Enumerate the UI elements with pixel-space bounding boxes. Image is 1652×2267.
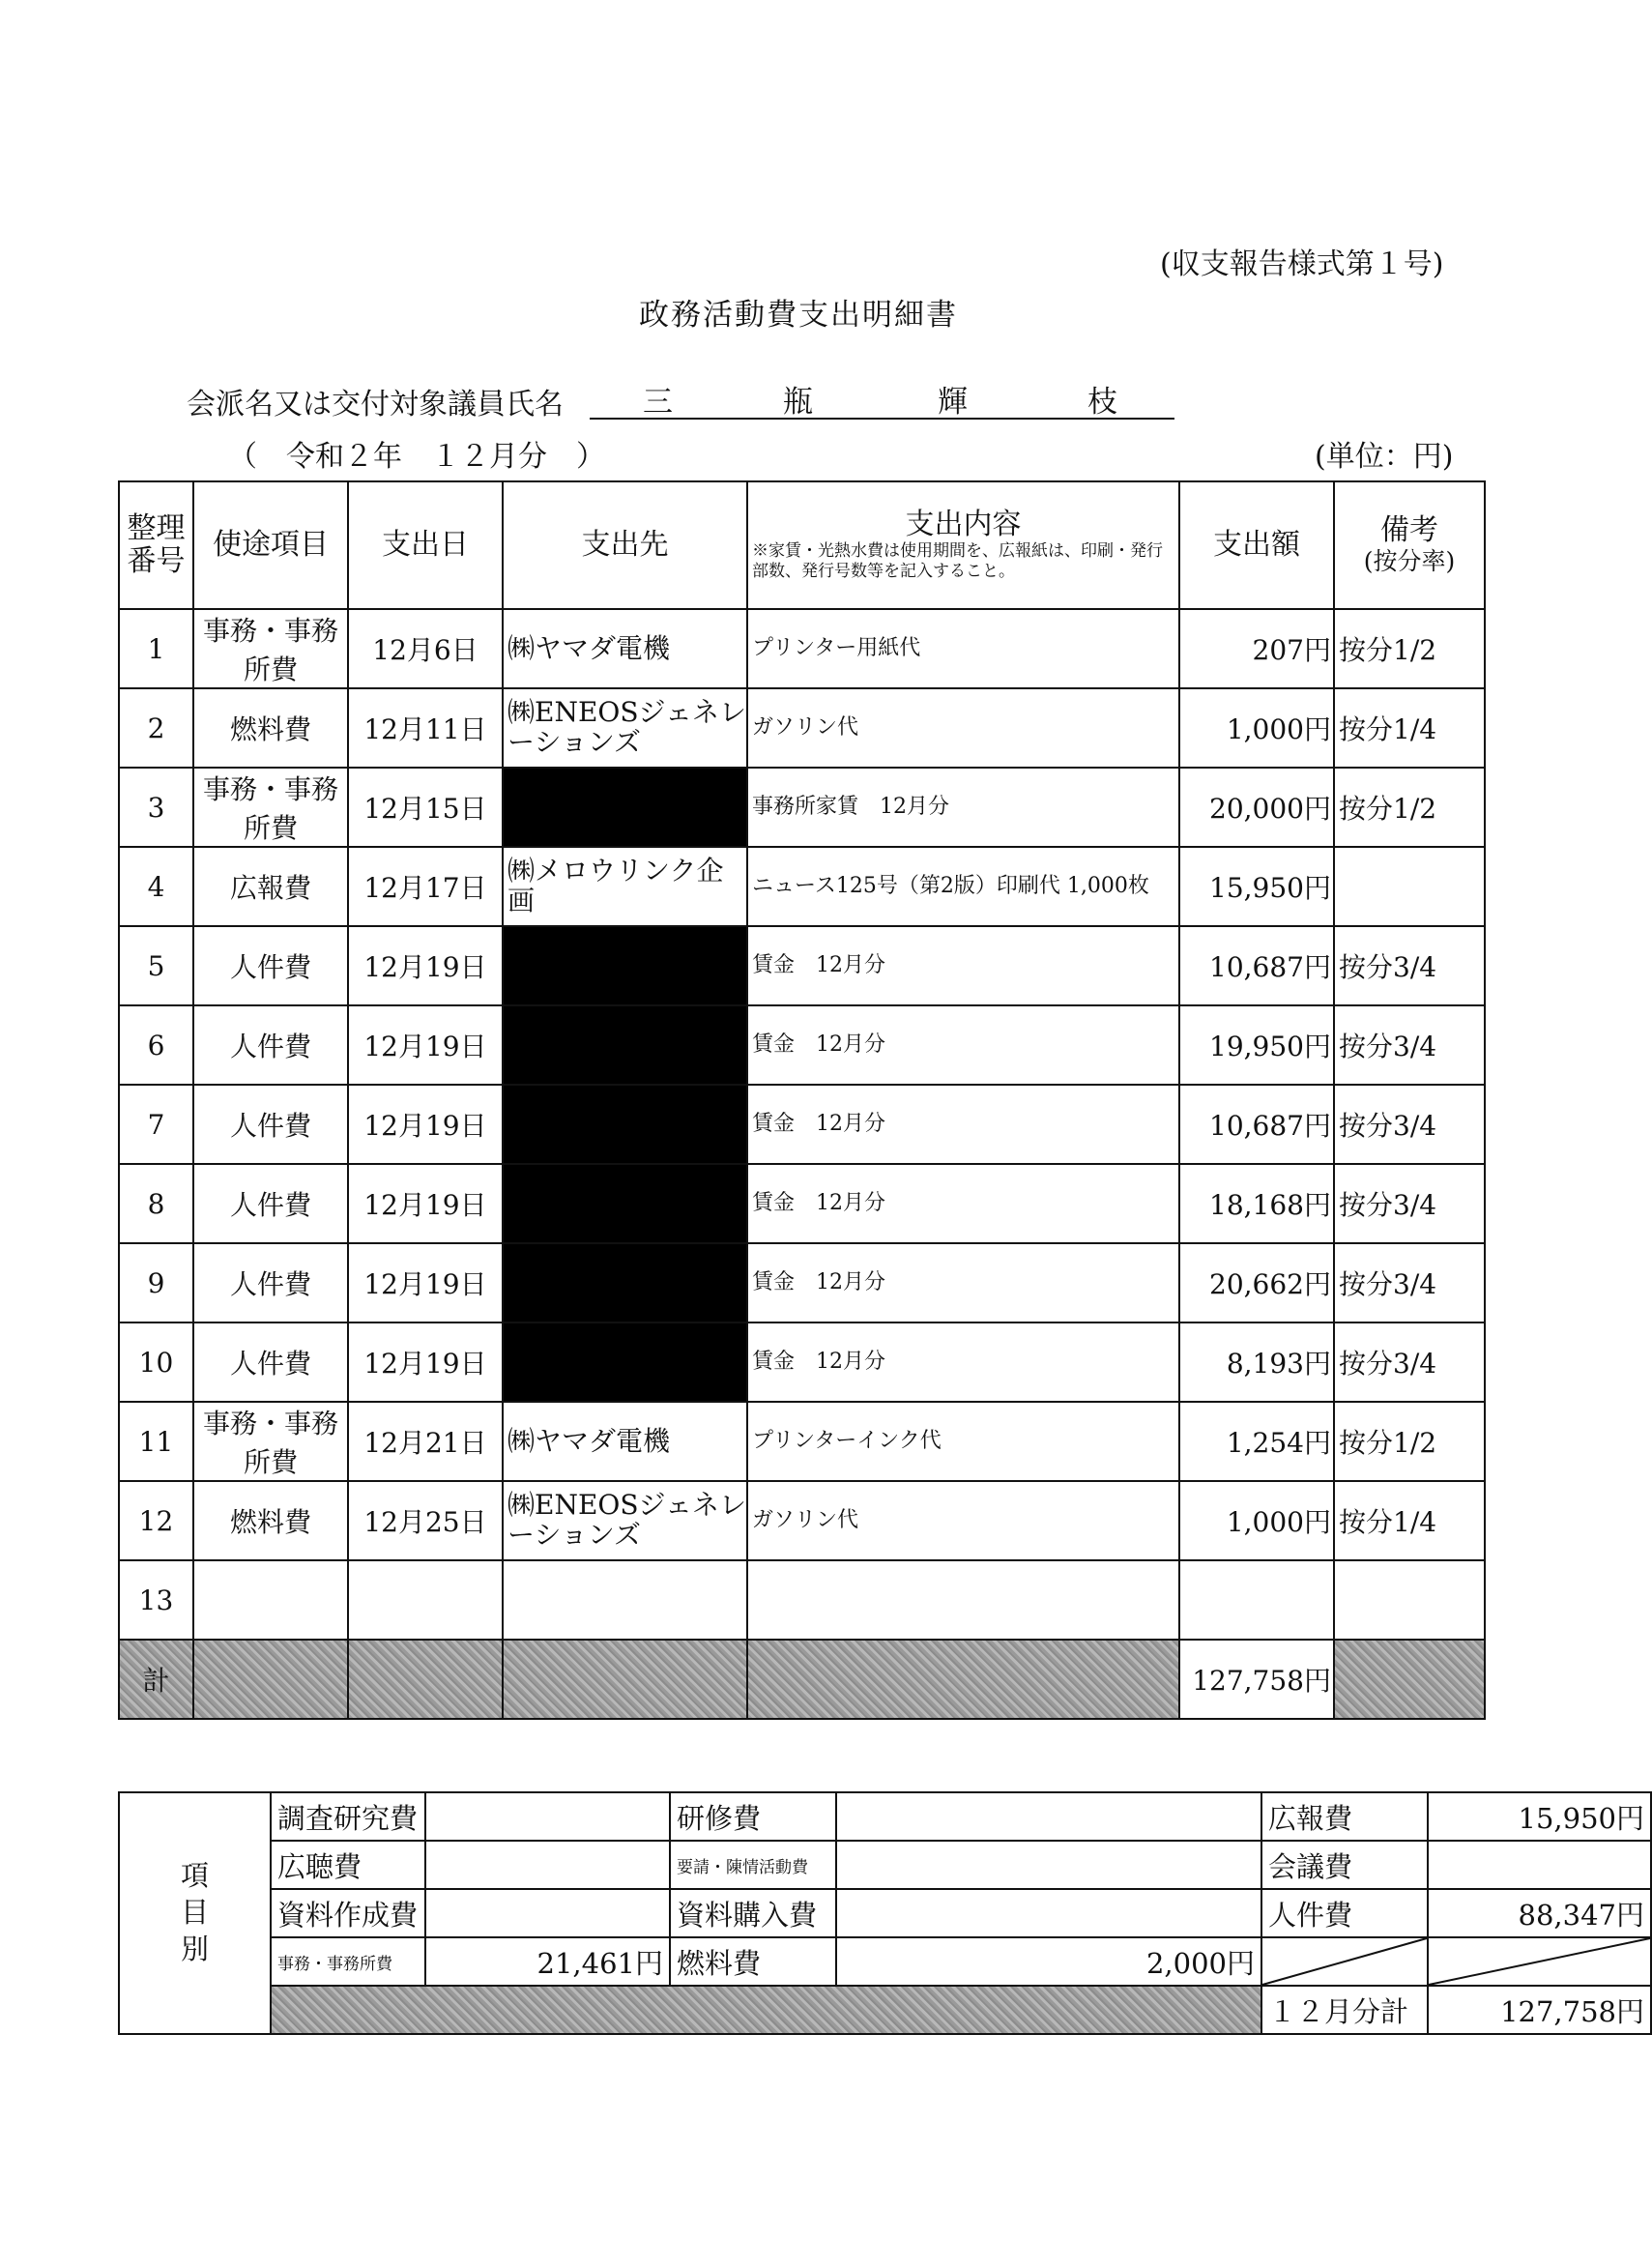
row-content: 賃金 12月分 <box>747 926 1179 1005</box>
member-name-char: 枝 <box>1087 385 1117 420</box>
summary-value <box>425 1792 670 1841</box>
shaded-cell <box>193 1640 348 1719</box>
row-amount: 10,687円 <box>1179 926 1334 1005</box>
summary-label: 広聴費 <box>271 1841 425 1889</box>
row-category: 事務・事務所費 <box>193 1402 348 1481</box>
row-remarks: 按分1/4 <box>1334 688 1485 768</box>
table-row <box>119 1085 1485 1164</box>
row-payee <box>503 1322 747 1402</box>
row-content: 賃金 12月分 <box>747 1005 1179 1085</box>
summary-label: 人件費 <box>1261 1889 1428 1937</box>
summary-value-public-relations: 15,950円 <box>1428 1792 1651 1841</box>
table-row <box>119 768 1485 847</box>
row-no: 2 <box>119 688 193 768</box>
row-amount: 15,950円 <box>1179 847 1334 926</box>
row-category: 人件費 <box>193 1085 348 1164</box>
row-no: 13 <box>119 1560 193 1640</box>
total-label: 計 <box>119 1640 193 1719</box>
table-row <box>119 609 1485 688</box>
summary-value <box>1428 1841 1651 1889</box>
summary-value <box>836 1841 1261 1889</box>
member-name-char: 輝 <box>938 385 968 420</box>
row-remarks: 按分3/4 <box>1334 1322 1485 1402</box>
row-no: 4 <box>119 847 193 926</box>
row-date: 12月11日 <box>348 688 503 768</box>
row-category: 人件費 <box>193 926 348 1005</box>
shaded-cell <box>271 1986 1261 2034</box>
row-remarks: 按分1/2 <box>1334 1402 1485 1481</box>
row-remarks <box>1334 847 1485 926</box>
table-row <box>119 1481 1485 1560</box>
row-no: 9 <box>119 1243 193 1322</box>
header-category: 使途項目 <box>193 481 348 609</box>
row-payee: ㈱メロウリンク企画 <box>503 847 747 926</box>
row-payee <box>503 1560 747 1640</box>
row-no: 5 <box>119 926 193 1005</box>
row-category: 燃料費 <box>193 1481 348 1560</box>
summary-value <box>425 1841 670 1889</box>
row-date: 12月19日 <box>348 1164 503 1243</box>
row-no: 11 <box>119 1402 193 1481</box>
row-date: 12月19日 <box>348 1243 503 1322</box>
row-payee <box>503 1085 747 1164</box>
row-content: 賃金 12月分 <box>747 1243 1179 1322</box>
row-amount: 8,193円 <box>1179 1322 1334 1402</box>
unit-label: (単位：円) <box>1315 440 1454 474</box>
row-date <box>348 1560 503 1640</box>
summary-label: 調査研究費 <box>271 1792 425 1841</box>
summary-value <box>836 1889 1261 1937</box>
row-no: 1 <box>119 609 193 688</box>
summary-value <box>425 1889 670 1937</box>
row-date: 12月21日 <box>348 1402 503 1481</box>
row-date: 12月19日 <box>348 1322 503 1402</box>
row-payee <box>503 768 747 847</box>
table-row <box>119 1402 1485 1481</box>
diagonal-cell <box>1428 1937 1651 1986</box>
row-remarks <box>1334 1560 1485 1640</box>
row-remarks: 按分3/4 <box>1334 1243 1485 1322</box>
table-row <box>119 926 1485 1005</box>
header-content <box>747 481 1179 609</box>
summary-label: 資料購入費 <box>670 1889 836 1937</box>
row-category: 人件費 <box>193 1243 348 1322</box>
row-amount: 20,000円 <box>1179 768 1334 847</box>
row-no: 6 <box>119 1005 193 1085</box>
row-remarks: 按分1/2 <box>1334 768 1485 847</box>
row-payee: ㈱ヤマダ電機 <box>503 609 747 688</box>
header-date: 支出日 <box>348 481 503 609</box>
row-remarks: 按分3/4 <box>1334 1164 1485 1243</box>
member-name-char: 瓶 <box>783 385 813 420</box>
member-name <box>590 377 1174 420</box>
row-payee: ㈱ENEOSジェネレーションズ <box>503 1481 747 1560</box>
row-remarks: 按分3/4 <box>1334 1005 1485 1085</box>
row-payee <box>503 1164 747 1243</box>
row-no: 10 <box>119 1322 193 1402</box>
table-row <box>119 1322 1485 1402</box>
diagonal-line <box>1262 1938 1427 1985</box>
row-content: プリンターインク代 <box>747 1402 1179 1481</box>
shaded-cell <box>503 1640 747 1719</box>
row-no: 12 <box>119 1481 193 1560</box>
summary-value <box>836 1792 1261 1841</box>
summary-side-label: 項 目 別 <box>119 1792 271 2034</box>
row-category: 人件費 <box>193 1005 348 1085</box>
shaded-cell <box>747 1640 1179 1719</box>
row-payee <box>503 1005 747 1085</box>
row-date: 12月19日 <box>348 1005 503 1085</box>
expense-table <box>118 480 1486 1720</box>
row-content: ガソリン代 <box>747 688 1179 768</box>
total-row <box>119 1640 1485 1719</box>
month-total-value: 127,758円 <box>1428 1986 1651 2034</box>
table-row <box>119 1243 1485 1322</box>
table-row <box>119 1005 1485 1085</box>
row-category: 広報費 <box>193 847 348 926</box>
table-row <box>119 847 1485 926</box>
member-label: 会派名又は交付対象議員氏名 <box>187 388 564 421</box>
row-content: プリンター用紙代 <box>747 609 1179 688</box>
summary-label: 研修費 <box>670 1792 836 1841</box>
header-no: 整理 番号 <box>119 481 193 609</box>
row-no: 7 <box>119 1085 193 1164</box>
table-row <box>119 688 1485 768</box>
row-payee: ㈱ENEOSジェネレーションズ <box>503 688 747 768</box>
row-remarks: 按分3/4 <box>1334 926 1485 1005</box>
row-content: 賃金 12月分 <box>747 1085 1179 1164</box>
table-row <box>119 1164 1485 1243</box>
row-payee <box>503 1243 747 1322</box>
total-amount: 127,758円 <box>1179 1640 1334 1719</box>
summary-label: 事務・事務所費 <box>271 1937 425 1986</box>
header-content-note: ※家賃・光熱水費は使用期間を、広報紙は、印刷・発行部数、発行号数等を記入すること。 <box>752 541 1163 582</box>
row-content <box>747 1560 1179 1640</box>
summary-label: 資料作成費 <box>271 1889 425 1937</box>
row-category: 事務・事務所費 <box>193 609 348 688</box>
row-content: 事務所家賃 12月分 <box>747 768 1179 847</box>
row-date: 12月19日 <box>348 926 503 1005</box>
table-row <box>119 1560 1485 1640</box>
row-category: 人件費 <box>193 1164 348 1243</box>
summary-value-personnel: 88,347円 <box>1428 1889 1651 1937</box>
row-amount <box>1179 1560 1334 1640</box>
row-category <box>193 1560 348 1640</box>
row-payee <box>503 926 747 1005</box>
month-total-label: １２月分計 <box>1261 1986 1428 2034</box>
row-no: 3 <box>119 768 193 847</box>
form-number: (収支報告様式第１号) <box>1160 247 1444 281</box>
row-content: ガソリン代 <box>747 1481 1179 1560</box>
row-remarks: 按分1/4 <box>1334 1481 1485 1560</box>
header-payee: 支出先 <box>503 481 747 609</box>
summary-value-office: 21,461円 <box>425 1937 670 1986</box>
page-title: 政務活動費支出明細書 <box>639 298 958 333</box>
period: （ 令和２年 １２月分 ） <box>228 440 605 474</box>
row-date: 12月17日 <box>348 847 503 926</box>
summary-label: 広報費 <box>1261 1792 1428 1841</box>
summary-label: 要請・陳情活動費 <box>670 1841 836 1889</box>
diagonal-line <box>1429 1938 1650 1985</box>
row-amount: 1,000円 <box>1179 688 1334 768</box>
row-amount: 1,254円 <box>1179 1402 1334 1481</box>
summary-label: 会議費 <box>1261 1841 1428 1889</box>
diagonal-cell <box>1261 1937 1428 1986</box>
row-content: 賃金 12月分 <box>747 1164 1179 1243</box>
header-content-title: 支出内容 <box>905 507 1022 541</box>
header-remarks <box>1334 481 1485 609</box>
header-remarks-sub: (按分率) <box>1363 546 1456 575</box>
shaded-cell <box>348 1640 503 1719</box>
row-amount: 19,950円 <box>1179 1005 1334 1085</box>
header-amount: 支出額 <box>1179 481 1334 609</box>
summary-value-fuel: 2,000円 <box>836 1937 1261 1986</box>
row-amount: 1,000円 <box>1179 1481 1334 1560</box>
row-amount: 207円 <box>1179 609 1334 688</box>
summary-label: 燃料費 <box>670 1937 836 1986</box>
row-payee: ㈱ヤマダ電機 <box>503 1402 747 1481</box>
row-date: 12月19日 <box>348 1085 503 1164</box>
row-remarks: 按分3/4 <box>1334 1085 1485 1164</box>
row-category: 事務・事務所費 <box>193 768 348 847</box>
row-remarks: 按分1/2 <box>1334 609 1485 688</box>
header-remarks-title: 備考 <box>1380 513 1438 548</box>
member-name-char: 三 <box>643 385 673 420</box>
row-date: 12月6日 <box>348 609 503 688</box>
row-category: 燃料費 <box>193 688 348 768</box>
row-content: ニュース125号（第2版）印刷代 1,000枚 <box>747 847 1179 926</box>
row-content: 賃金 12月分 <box>747 1322 1179 1402</box>
shaded-cell <box>1334 1640 1485 1719</box>
row-date: 12月15日 <box>348 768 503 847</box>
row-category: 人件費 <box>193 1322 348 1402</box>
row-amount: 18,168円 <box>1179 1164 1334 1243</box>
row-amount: 20,662円 <box>1179 1243 1334 1322</box>
row-no: 8 <box>119 1164 193 1243</box>
row-date: 12月25日 <box>348 1481 503 1560</box>
row-amount: 10,687円 <box>1179 1085 1334 1164</box>
category-summary-table <box>118 1791 1652 2035</box>
